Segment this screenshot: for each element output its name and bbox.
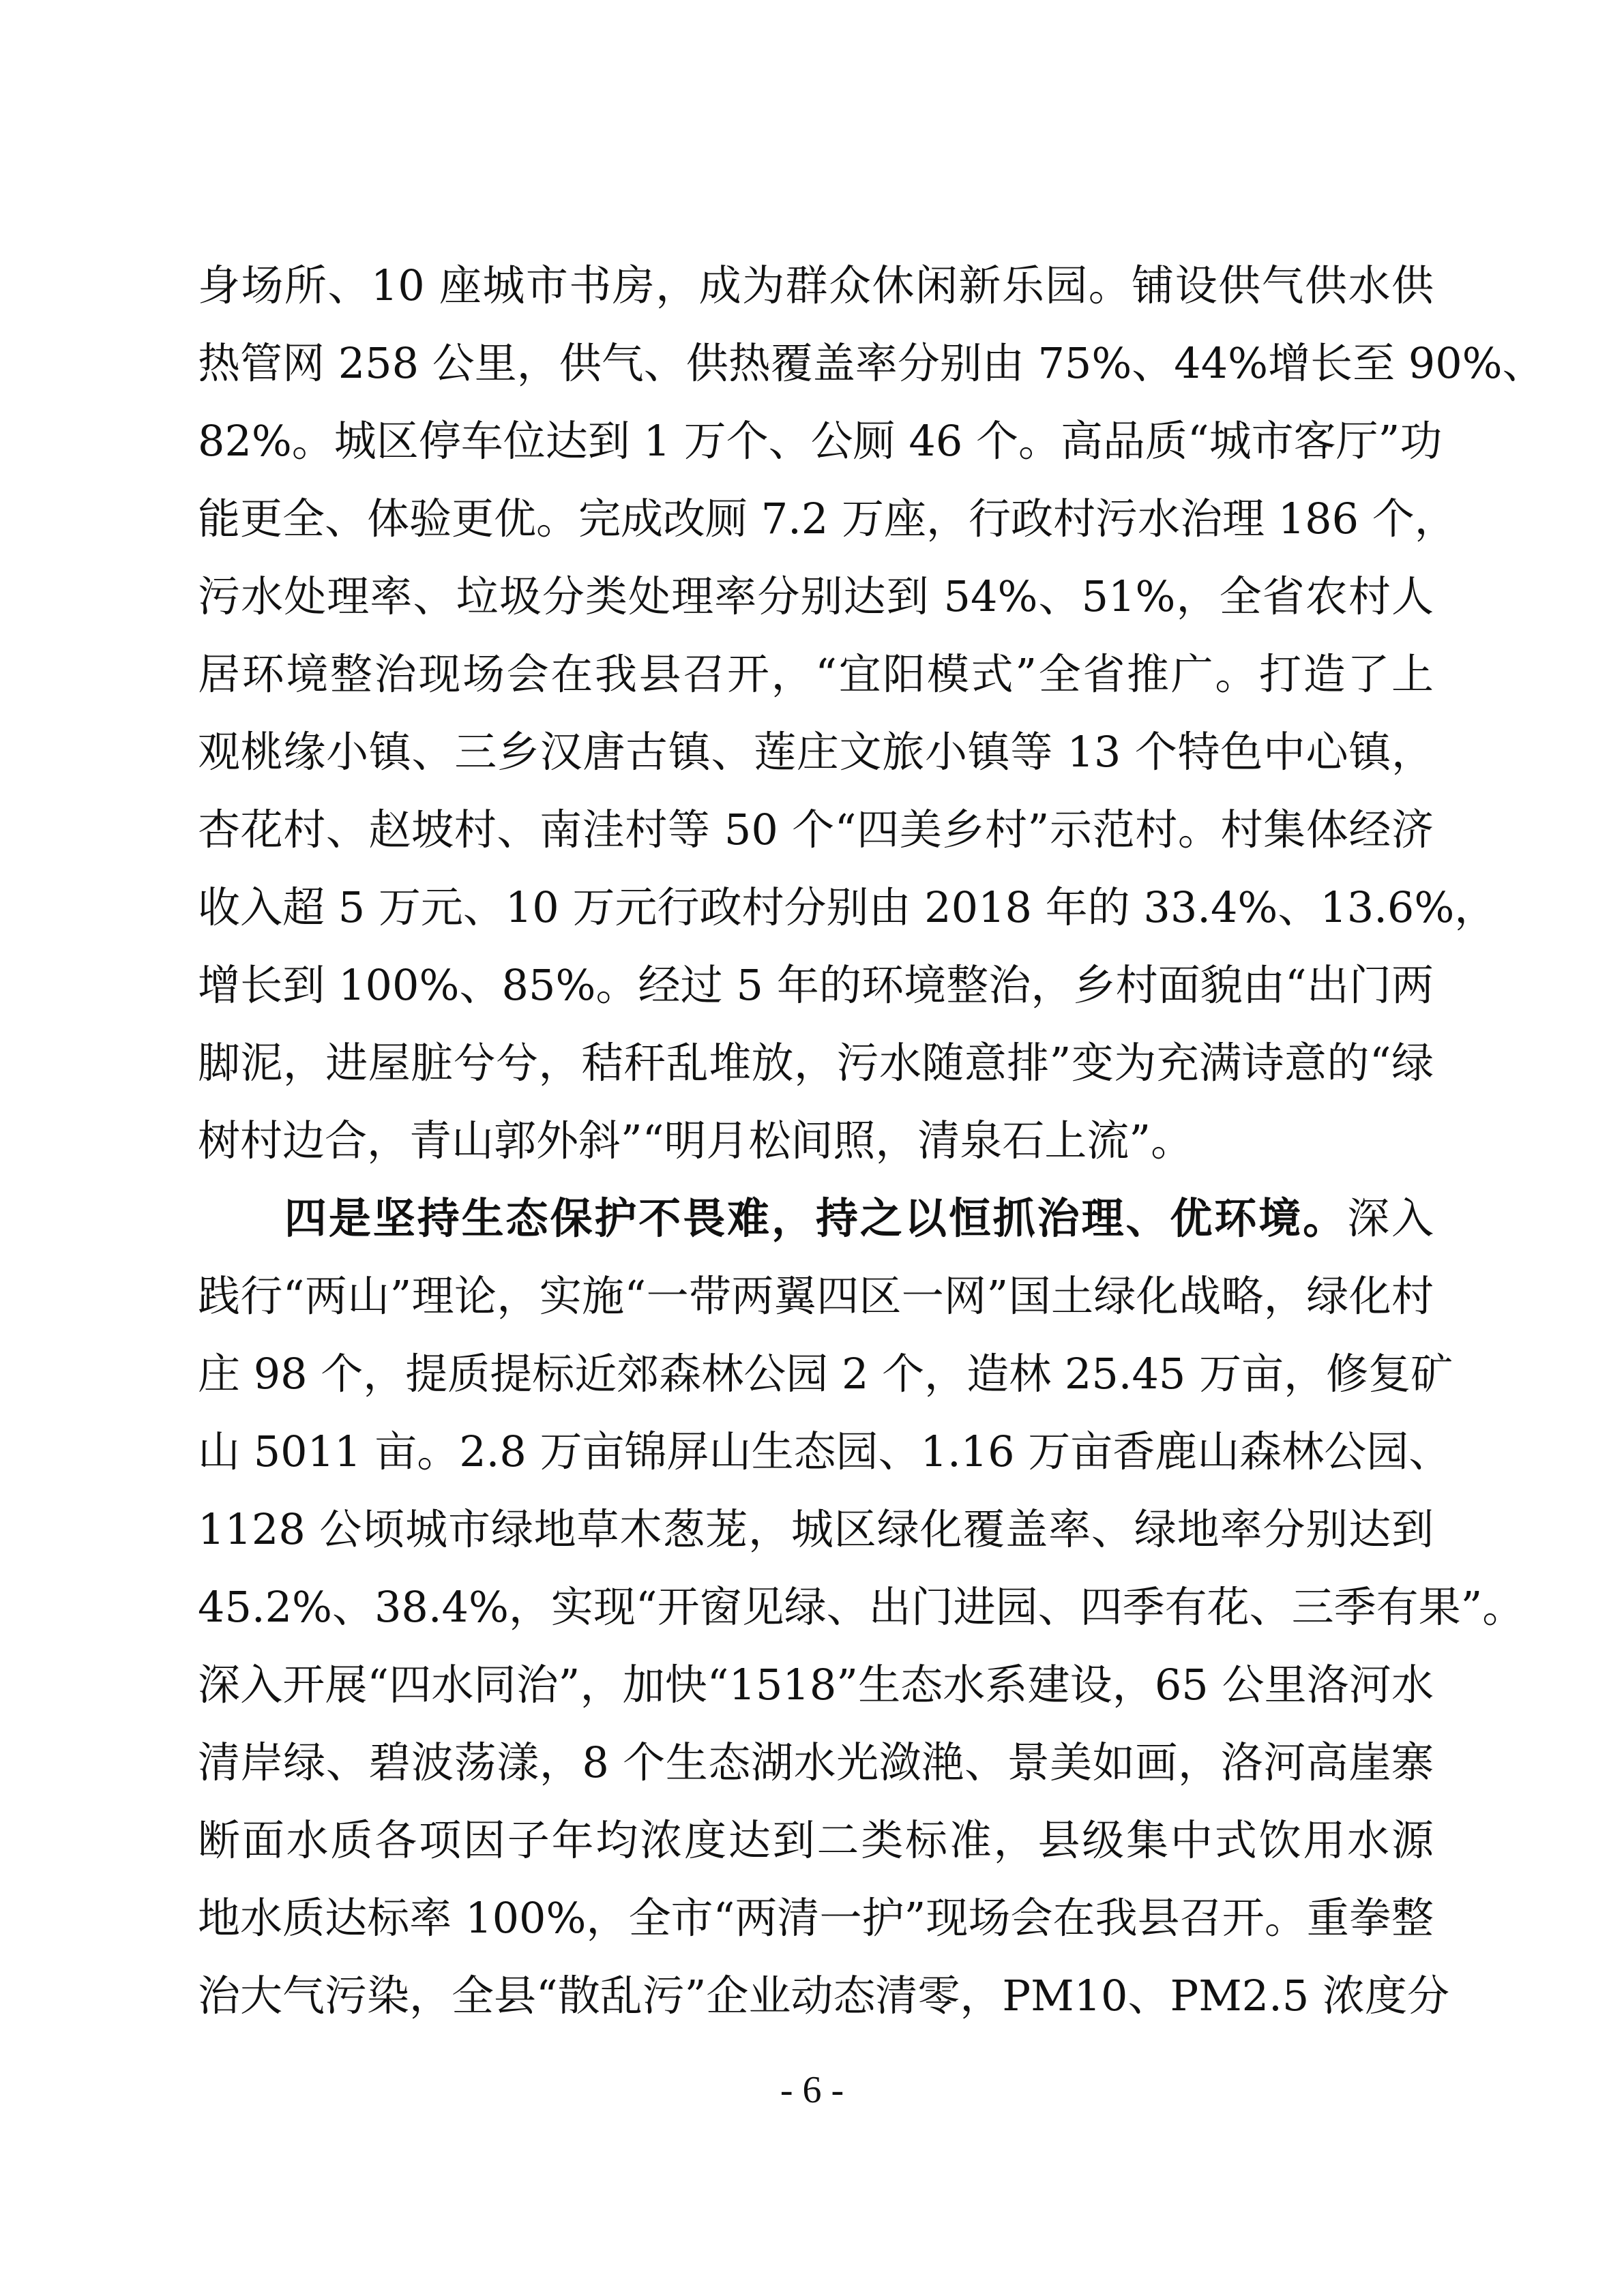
text-line: 45.2%、38.4%，实现“开窗见绿、出门进园、四季有花、三季有果”。	[198, 1582, 1525, 1632]
text-line: 82%。城区停车位达到 1 万个、公厕 46 个。高品质“城市客厅”功	[198, 416, 1443, 466]
text-line: 断面水质各项因子年均浓度达到二类标准，县级集中式饮用水源	[198, 1815, 1434, 1865]
text-line: 增长到 100%、85%。经过 5 年的环境整治，乡村面貌由“出门两	[198, 960, 1434, 1010]
paragraph-lead-line	[198, 1180, 1434, 1257]
text-line: 深入开展“四水同治”，加快“1518”生态水系建设，65 公里洛河水	[198, 1660, 1434, 1710]
paragraph-heading: 四是坚持生态保护不畏难，持之以恒抓治理、优环境。	[282, 1193, 1348, 1243]
text-line: 山 5011 亩。2.8 万亩锦屏山生态园、1.16 万亩香鹿山森林公园、	[198, 1427, 1451, 1476]
text-line: 观桃缘小镇、三乡汉唐古镇、莲庄文旅小镇等 13 个特色中心镇，	[198, 727, 1434, 777]
body-text	[198, 247, 1545, 2035]
text-line: 1128 公顷城市绿地草木葱茏，城区绿化覆盖率、绿地率分别达到	[198, 1504, 1434, 1554]
text-line: 收入超 5 万元、10 万元行政村分别由 2018 年的 33.4%、13.6%，	[198, 882, 1497, 932]
page-number: - 6 -	[780, 2069, 844, 2111]
text-line: 践行“两山”理论，实施“一带两翼四区一网”国土绿化战略，绿化村	[198, 1271, 1434, 1321]
text-line: 污水处理率、垃圾分类处理率分别达到 54%、51%，全省农村人	[198, 571, 1434, 621]
text-line: 热管网 258 公里，供气、供热覆盖率分别由 75%、44%增长至 90%、	[198, 338, 1545, 388]
text-line: 庄 98 个，提质提标近郊森林公园 2 个，造林 25.45 万亩，修复矿	[198, 1349, 1453, 1399]
text-line: 治大气污染，全县“散乱污”企业动态清零，PM10、PM2.5 浓度分	[198, 1971, 1449, 2021]
text-line: 树村边合，青山郭外斜”“明月松间照，清泉石上流”。	[198, 1116, 1194, 1165]
text-line: 地水质达标率 100%，全市“两清一护”现场会在我县召开。重拳整	[198, 1893, 1434, 1943]
paragraph-lead-rest: 深入	[1347, 1193, 1434, 1243]
text-line: 身场所、10 座城市书房，成为群众休闲新乐园。铺设供气供水供	[198, 260, 1434, 310]
text-line: 清岸绿、碧波荡漾，8 个生态湖水光潋滟、景美如画，洛河高崖寨	[198, 1738, 1434, 1787]
text-line: 杏花村、赵坡村、南洼村等 50 个“四美乡村”示范村。村集体经济	[198, 805, 1434, 854]
text-line: 脚泥，进屋脏兮兮，秸秆乱堆放，污水随意排”变为充满诗意的“绿	[198, 1038, 1434, 1088]
text-line: 能更全、体验更优。完成改厕 7.2 万座，行政村污水治理 186 个，	[198, 494, 1457, 543]
text-line: 居环境整治现场会在我县召开，“宜阳模式”全省推广。打造了上	[198, 649, 1434, 699]
